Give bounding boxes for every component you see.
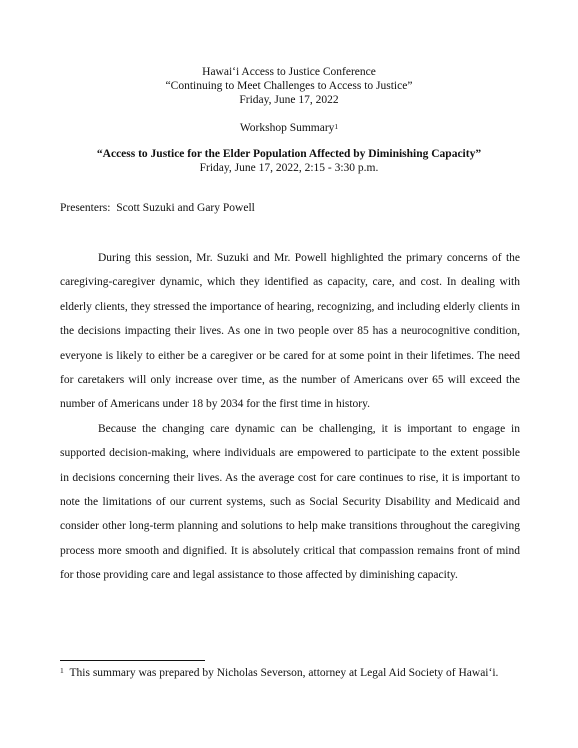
conference-name: Hawai‘i Access to Justice Conference [202, 66, 376, 78]
footnote-reference[interactable]: 1 [334, 122, 339, 131]
session-datetime: Friday, June 17, 2022, 2:15 - 3:30 p.m. [199, 162, 379, 174]
conference-theme: “Continuing to Meet Challenges to Access to Justice” [165, 80, 413, 92]
conference-header [0, 65, 578, 107]
footnote [60, 667, 498, 679]
paragraph: Because the changing care dynamic can be challenging, it is important to engage in supported decision-making, where individuals are empowered to participate to the extent possible in decisions concerning their lives. As the average cost for care continues to rise, it is important to note the limitations of our current systems, such as Social Security Disability and Medicaid and consider other long-term planning and solutions to help make transitions throughout the caregiving process more smooth and dignified. It is absolutely critical that compassion remains front of mind for those providing care and legal assistance to those affected by diminishing capacity. [60, 422, 520, 582]
footnote-divider [60, 660, 205, 661]
workshop-summary-heading [0, 121, 578, 135]
session-title: “Access to Justice for the Elder Population Affected by Diminishing Capacity” [96, 148, 482, 160]
paragraph: During this session, Mr. Suzuki and Mr. Powell highlighted the primary concerns of the caregiving-caregiver dynamic, which they identified as capacity, care, and cost. In dealing with elderly clients, they stressed the importance of hearing, recognizing, and including elderly clients in the decisions impacting their lives. As one in two people over 85 has a neurocognitive condition, everyone is likely to either be a caregiver or be cared for at some point in their lifetimes. The need for caretakers will only increase over time, as the number of Americans over 65 will exceed the number of Americans under 18 by 2034 for the first time in history. [60, 252, 520, 411]
summary-body [60, 246, 520, 588]
footnote-number: 1 [60, 666, 64, 675]
conference-date: Friday, June 17, 2022 [239, 94, 339, 106]
presenters-line: Presenters: Scott Suzuki and Gary Powell [60, 202, 255, 214]
footnote-text: This summary was prepared by Nicholas Severson, attorney at Legal Aid Society of Hawai‘i. [69, 667, 499, 679]
session-heading [0, 147, 578, 175]
workshop-summary-label: Workshop Summary [239, 122, 335, 134]
